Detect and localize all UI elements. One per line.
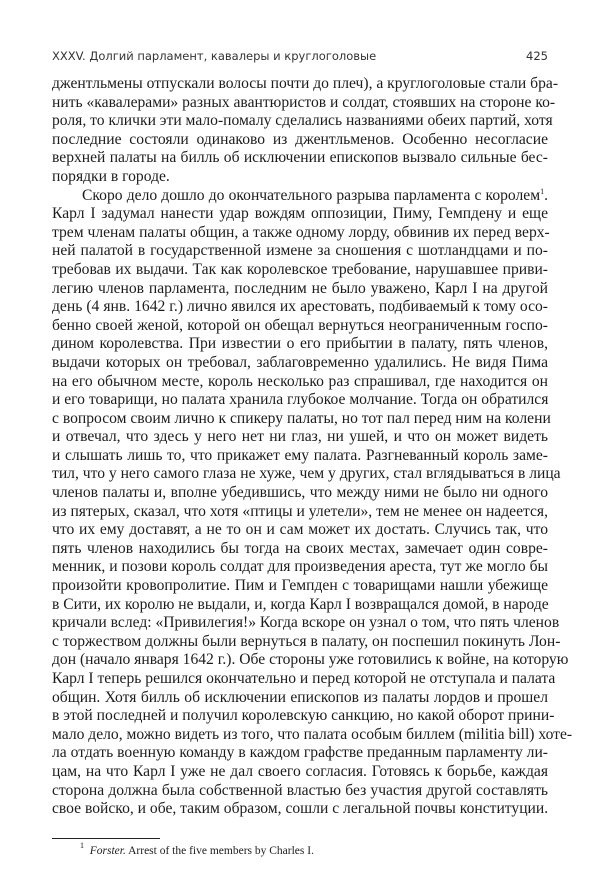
- line-text: выдачи которых он требовал, заблаговременно удалились. Не видя Пима: [52, 353, 548, 371]
- text-line: [52, 112, 553, 131]
- text-line: [52, 558, 548, 577]
- line-text: бенно своей женой, которой он обещал вернуться неограниченным госпо-: [52, 316, 548, 334]
- footnote-author: Forster.: [89, 845, 126, 857]
- body-text: [52, 75, 573, 819]
- text-line: [52, 707, 555, 726]
- text-line: Скоро дело дошло до окончательного разрыва парламента с королем$^1$.: [82, 186, 548, 204]
- line-text: с вопросом своим лично к спикеру палаты, но тот пал перед ним на колени: [52, 409, 551, 427]
- text-line: [52, 484, 548, 503]
- text-line: [52, 131, 548, 150]
- text-line: [52, 354, 548, 373]
- text-line: [52, 280, 548, 299]
- line-text: из пятерых, сказал, что хотя «птицы и улетели», тем не менее он надеется,: [52, 502, 548, 520]
- line-text: на его обычном месте, король несколько раз спрашивал, где находится он: [52, 372, 548, 390]
- text-line: [52, 447, 548, 466]
- text-line: [52, 614, 560, 633]
- line-text: свое войско, и обе, таким образом, сошли с легальной почвы конституции.: [52, 800, 549, 818]
- text-line: [52, 261, 548, 280]
- line-text: порядки в городе.: [52, 167, 170, 185]
- footnote-reference[interactable]: 1: [540, 186, 545, 196]
- text-line: [52, 149, 548, 168]
- text-line: [52, 428, 548, 447]
- text-line: [52, 391, 548, 410]
- text-line: [52, 521, 548, 540]
- line-text: пять членов находились бы тогда на своих местах, замечает один совре-: [52, 539, 548, 557]
- line-text: сторона должна была собственной властью без участия другой составлять: [52, 781, 548, 799]
- line-text: трем членам палаты общин, а также одному лорду, обвинив их перед верх-: [52, 223, 550, 241]
- footnote-text: Arrest of the five members by Charles I.: [125, 845, 314, 857]
- line-text: общин. Хотя билль об исключении епископов из палаты лордов и прошел: [52, 688, 548, 706]
- text-line: [52, 725, 573, 745]
- text-line: [52, 632, 561, 652]
- line-text: нить «кавалерами» разных авантюристов и солдат, стоявших на стороне ко-: [52, 93, 556, 111]
- text-line: [52, 75, 559, 94]
- text-line: [52, 168, 548, 187]
- line-text: джентльмены отпускали волосы почти до плеч), а круглоголовые стали бра-: [52, 75, 559, 92]
- text-line: [52, 744, 548, 763]
- footnote-divider: [52, 838, 160, 839]
- text-line: [52, 782, 548, 801]
- text-line: [52, 373, 548, 392]
- text-line: [52, 540, 548, 559]
- footnote: [80, 841, 314, 857]
- line-text: и его товарищи, но палата хранила глубокое молчание. Тогда он обратился: [52, 391, 549, 409]
- text-line: [52, 465, 561, 484]
- text-line: [52, 317, 548, 336]
- line-text: мало дело, можно видеть из того, что палата особым биллем (militia bill) хоте-: [52, 725, 573, 743]
- text-line: [52, 596, 548, 615]
- text-line: [52, 224, 548, 243]
- text-line: [52, 651, 569, 670]
- line-text: с торжеством должны были вернуться в палату, он поспешил покинуть Лон-: [52, 632, 561, 650]
- line-text: менник, и позови король солдат для произведения ареста, тут же могло бы: [52, 558, 548, 576]
- line-text: ней палатой в государственной измене за сношения с шотландцами и по-: [52, 242, 548, 260]
- text-line: [52, 503, 548, 522]
- line-text: требовав их выдачи. Так как королевское требование, нарушавшее приви-: [52, 260, 548, 278]
- text-line: [52, 242, 548, 261]
- line-text: Карл I теперь решился окончательно и перед которой не отступала и палата: [52, 670, 556, 687]
- line-text: роля, то клички эти мало-помалу сделались названиями обеих партий, хотя: [52, 112, 553, 130]
- line-text: дином королевства. При известии о его прибытии в палату, пять членов,: [52, 335, 548, 353]
- text-line: [52, 763, 548, 782]
- text-line: [52, 689, 548, 708]
- text-line: [52, 93, 556, 113]
- line-text: легию членов парламента, последним не было уважено, Карл I на другой: [52, 279, 548, 297]
- text-line: [52, 577, 548, 596]
- line-text: Карл I задумал нанести удар вождям оппозиции, Пиму, Гемпдену и еще: [52, 205, 548, 223]
- line-text: членов палаты и, вполне убедившись, что между ними не было ни одного: [52, 484, 548, 502]
- text-line: [52, 298, 548, 317]
- line-text: день (4 янв. 1642 г.) лично явился их арестовать, подбиваемый к тому осо-: [52, 298, 548, 316]
- line-text: в этой последней и получил королевскую санкцию, но какой оборот прини-: [52, 707, 555, 725]
- chapter-title: XXXV. Долгий парламент, кавалеры и круглоголовые: [52, 49, 377, 63]
- line-text: кричали вслед: «Привилегия!» Когда вскоре он узнал о том, что пять членов: [52, 614, 560, 632]
- line-text: верхней палаты на билль об исключении епископов вызвало сильные бес-: [52, 149, 548, 167]
- running-header: [52, 49, 548, 67]
- line-text: в Сити, их королю не выдали, и, когда Карл I возвращался домой, в народе: [52, 595, 549, 613]
- line-text: что их ему доставят, а не то он и сам может их достать. Случись так, что: [52, 521, 548, 539]
- line-text: и отвечал, что здесь у него нет ни глаз, ни ушей, и что он может видеть: [52, 428, 548, 446]
- line-text: дон (начало января 1642 г.). Обе стороны уже готовились к войне, на которую: [52, 651, 569, 669]
- line-text: и слышать лишь то, что прикажет ему палата. Разгневанный король заме-: [52, 446, 548, 464]
- text-line: [52, 800, 548, 819]
- line-text: ла отдать военную команду в каждом графстве преданным парламенту ли-: [52, 744, 548, 762]
- footnote-number: 1: [80, 841, 84, 850]
- line-text: тил, что у него самого глаза не хуже, чем у других, стал вглядываться в лица: [52, 465, 561, 483]
- line-text: последние состояли одинаково из джентльменов. Особенно несогласие: [52, 130, 548, 148]
- text-line: [52, 670, 556, 689]
- line-text: произойти кровопролитие. Пим и Гемпден с товарищами нашли убежище: [52, 577, 548, 595]
- line-text: Скоро дело дошло до окончательного разрыва парламента с королем: [82, 186, 541, 204]
- text-line: [52, 335, 548, 354]
- text-line: [52, 205, 548, 224]
- line-text: цам, на что Карл I уже не дал своего согласия. Готовясь к борьбе, каждая: [52, 762, 548, 780]
- text-line: [52, 409, 551, 429]
- page-number: 425: [526, 49, 548, 63]
